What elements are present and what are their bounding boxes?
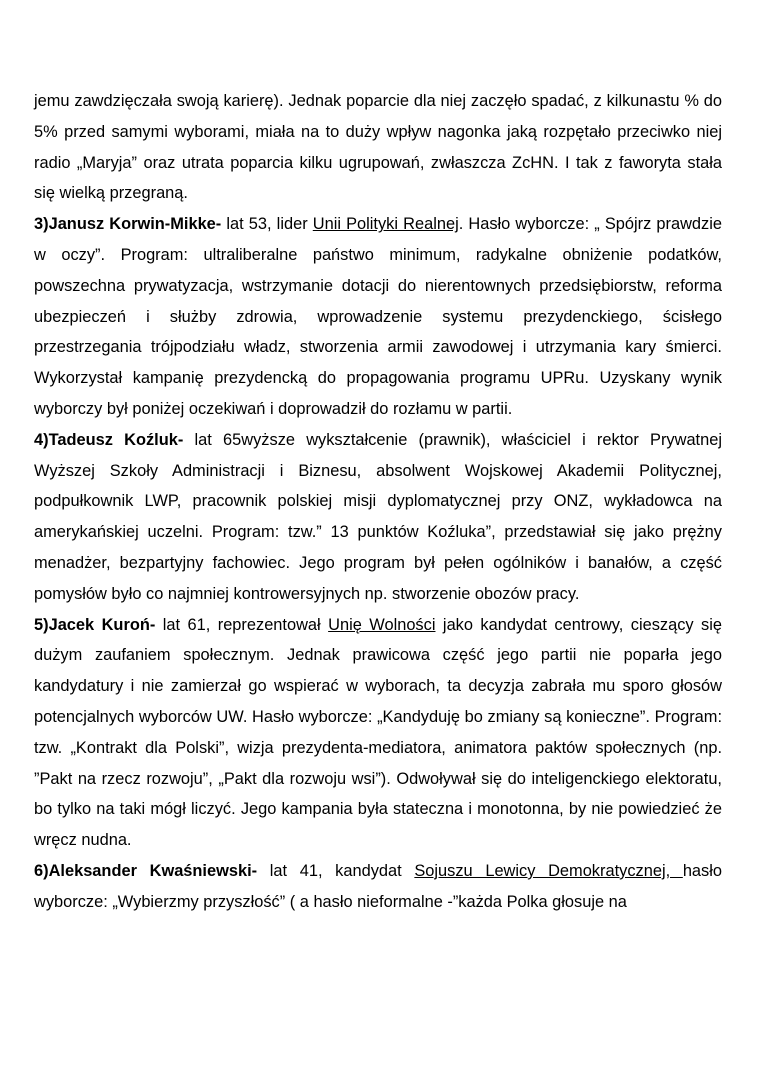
paragraph-continuation — [34, 86, 722, 209]
paragraph-text: lat 53, lider — [221, 215, 313, 234]
paragraph-kozluk — [34, 425, 722, 610]
candidate-heading: 3)Janusz Korwin-Mikke- — [34, 215, 222, 234]
paragraph-text: jako kandydat centrowy, cieszący się dużym zaufaniem społecznym. Jednak prawicowa część jego partii nie poparła jego kandydatury i nie zamierzał go wspierać w wyborach, ta decyzja zabrała mu sporo głosów potencjalnych wyborców UW. Hasło wyborcze: „Kandyduję bo zmiany są konieczne”. Program: tzw. „Kontrakt dla Polski”, wizja prezydenta-mediatora, animatora paktów społecznych (np. ”Pakt na rzecz rozwoju”, „Pakt dla rozwoju wsi”). Odwoływał się do inteligenckiego elektoratu, bo tylko na taki mógł liczyć. Jego kampania była stateczna i monotonna, by nie powiedzieć że wręcz nudna. — [34, 615, 723, 850]
paragraph-text: lat 41, kandydat — [257, 861, 415, 880]
document-body — [34, 86, 722, 918]
party-link-uw[interactable]: Unię Wolności — [328, 615, 436, 634]
candidate-heading: 4)Tadeusz Koźluk- — [34, 430, 184, 449]
candidate-heading: 6)Aleksander Kwaśniewski- — [34, 861, 258, 880]
party-link-sld[interactable]: Sojuszu Lewicy Demokratycznej, — [414, 861, 683, 880]
paragraph-korwin-mikke — [34, 209, 722, 425]
paragraph-text: lat 65wyższe wykształcenie (prawnik), właściciel i rektor Prywatnej Wyższej Szkoły Administracji i Biznesu, absolwent Wojskowej Akademii Politycznej, podpułkownik LWP, pracownik polskiej misji dyplomatycznej przy ONZ, wykładowca na amerykańskiej uczelni. Program: tzw.” 13 punktów Koźluka”, przedstawiał się jako prężny menadżer, bezpartyjny fachowiec. Jego program był pełen ogólników i banałów, a część pomysłów było co najmniej kontrowersyjnych np. stworzenie obozów pracy. — [34, 430, 722, 603]
paragraph-text: hasło wyborcze: „Wybierzmy przyszłość” ( a hasło nieformalne -”każda Polka głosuje na — [34, 861, 722, 911]
paragraph-text: lat 61, reprezentował — [155, 615, 329, 634]
paragraph-kwasniewski — [34, 856, 722, 918]
paragraph-kuron — [34, 610, 722, 856]
paragraph-text: jemu zawdzięczała swoją karierę). Jednak poparcie dla niej zaczęło spadać, z kilkunastu % do 5% przed samymi wyborami, miała na to duży wpływ nagonka jaką rozpętało przeciwko niej radio „Maryja” oraz utrata poparcia kilku ugrupowań, zwłaszcza ZcHN. I tak z faworyta stała się wielką przegraną. — [34, 92, 722, 203]
paragraph-text: . Hasło wyborcze: „ Spójrz prawdzie w oczy”. Program: ultraliberalne państwo minimum, radykalne obniżenie podatków, powszechna prywatyzacja, wstrzymanie dotacji do nierentownych przedsiębiorstw, reforma ubezpieczeń i służby zdrowia, wprowadzenie systemu prezydenckiego, ścisłego przestrzegania trójpodziału władz, stworzenia armii zawodowej i utrzymania kary śmierci. Wykorzystał kampanię prezydencką do propagowania programu UPRu. Uzyskany wynik wyborczy był poniżej oczekiwań i doprowadził do rozłamu w partii. — [34, 215, 722, 418]
candidate-heading: 5)Jacek Kuroń- — [34, 615, 156, 634]
party-link-upr[interactable]: Unii Polityki Realnej — [312, 215, 459, 234]
